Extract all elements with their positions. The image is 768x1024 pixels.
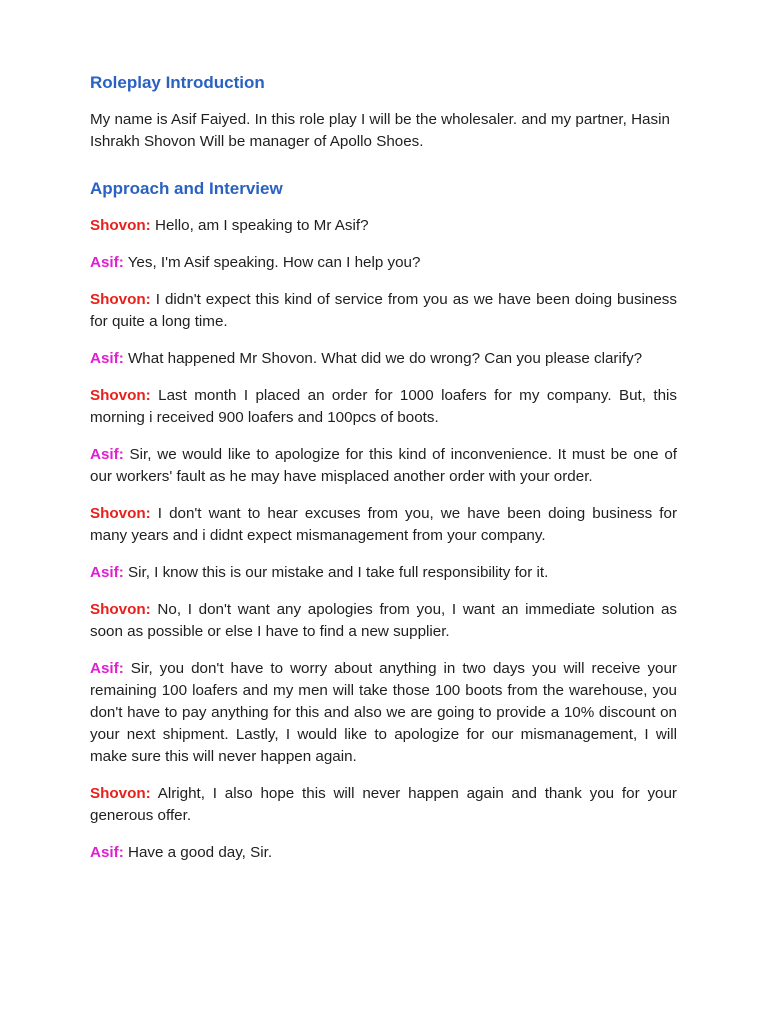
intro-paragraph: My name is Asif Faiyed. In this role play I will be the wholesaler. and my partner, Hasin Ishrakh Shovon Will be manager of Apollo Shoes. bbox=[90, 111, 670, 150]
dialogue-line bbox=[90, 348, 677, 370]
dialogue-text: I don't want to hear excuses from you, we have been doing business for many years and i didnt expect mismanagement from your company. bbox=[90, 505, 677, 544]
dialogue-line bbox=[90, 658, 677, 768]
dialogue-line bbox=[90, 562, 677, 584]
speaker-label: Asif: bbox=[90, 350, 124, 367]
speaker-label: Asif: bbox=[90, 254, 124, 271]
dialogue-text: I didn't expect this kind of service from you as we have been doing business for quite a long time. bbox=[90, 291, 677, 330]
dialogue-text: Sir, we would like to apologize for this kind of inconvenience. It must be one of our workers' fault as he may have misplaced another order with your order. bbox=[90, 446, 677, 485]
speaker-label: Shovon: bbox=[90, 785, 151, 802]
dialogue-text: Last month I placed an order for 1000 loafers for my company. But, this morning i received 900 loafers and 100pcs of boots. bbox=[90, 387, 677, 426]
dialogue-text: Yes, I'm Asif speaking. How can I help you? bbox=[123, 254, 421, 271]
dialogue-line bbox=[90, 444, 677, 488]
speaker-label: Asif: bbox=[90, 660, 124, 677]
speaker-label: Asif: bbox=[90, 446, 124, 463]
section-heading: Approach and Interview bbox=[90, 179, 283, 198]
speaker-label: Shovon: bbox=[90, 291, 151, 308]
speaker-label: Shovon: bbox=[90, 387, 151, 404]
speaker-label: Shovon: bbox=[90, 505, 151, 522]
dialogue-line bbox=[90, 289, 677, 333]
dialogue-line bbox=[90, 599, 677, 643]
dialogue-text: No, I don't want any apologies from you, I want an immediate solution as soon as possible or else I have to find a new supplier. bbox=[90, 601, 677, 640]
speaker-label: Shovon: bbox=[90, 217, 151, 234]
dialogue-line bbox=[90, 385, 677, 429]
speaker-label: Shovon: bbox=[90, 601, 151, 618]
speaker-label: Asif: bbox=[90, 564, 124, 581]
dialogue-text: Hello, am I speaking to Mr Asif? bbox=[150, 217, 369, 234]
dialogue-text: Sir, I know this is our mistake and I take full responsibility for it. bbox=[123, 564, 549, 581]
dialogue-line bbox=[90, 842, 677, 864]
dialogue-line bbox=[90, 215, 677, 237]
dialogue-line bbox=[90, 503, 677, 547]
dialogue-text: Have a good day, Sir. bbox=[123, 844, 273, 861]
speaker-label: Asif: bbox=[90, 844, 124, 861]
dialogue-text: What happened Mr Shovon. What did we do wrong? Can you please clarify? bbox=[123, 350, 643, 367]
dialogue-line bbox=[90, 252, 677, 274]
dialogue-text: Alright, I also hope this will never happen again and thank you for your generous offer. bbox=[90, 785, 677, 824]
dialogue-line bbox=[90, 783, 677, 827]
document-page bbox=[90, 72, 677, 879]
intro-heading: Roleplay Introduction bbox=[90, 73, 265, 92]
dialogue-text: Sir, you don't have to worry about anything in two days you will receive your remaining 100 loafers and my men will take those 100 boots from the warehouse, you don't have to pay anything for this and also we are going to provide a 10% discount on your next shipment. Lastly, I would like to apologize for our mismanagement, I will make sure this will never happen again. bbox=[90, 660, 677, 765]
